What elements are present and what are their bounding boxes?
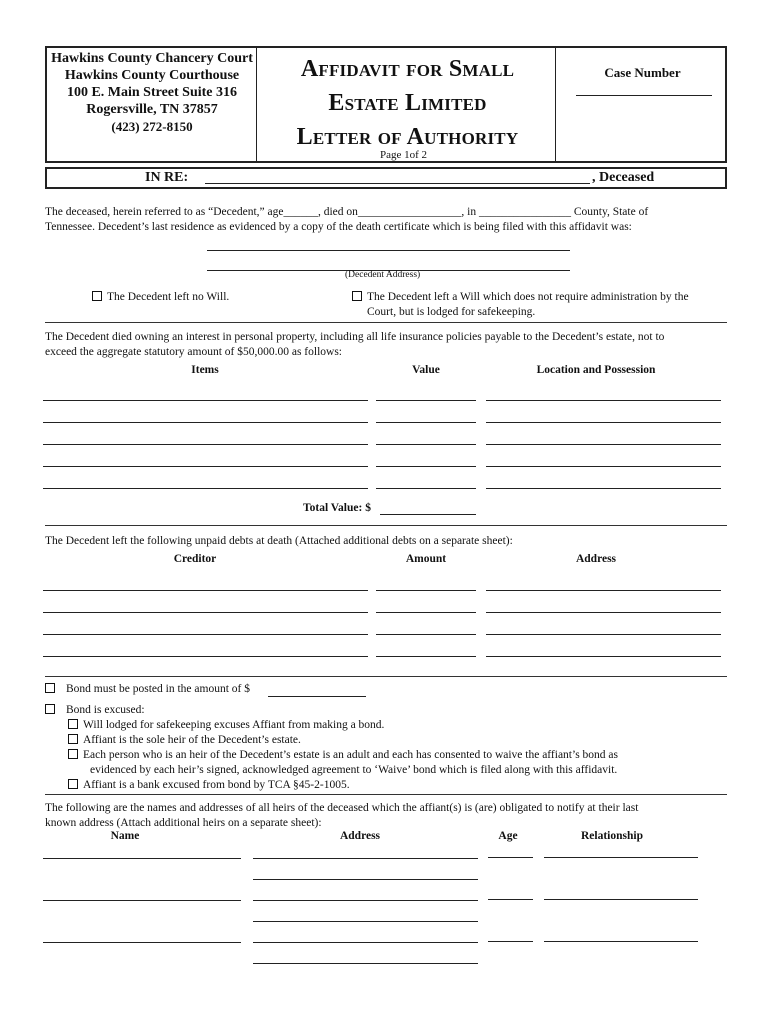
amount-field[interactable] — [376, 656, 476, 657]
creditor-field[interactable] — [43, 590, 368, 591]
amount-field[interactable] — [376, 634, 476, 635]
creditor-field[interactable] — [43, 612, 368, 613]
value-field[interactable] — [376, 488, 476, 489]
court-info — [47, 50, 257, 135]
col-heir-address: Address — [339, 830, 381, 842]
form-title — [260, 52, 555, 154]
checkbox-icon[interactable] — [68, 779, 78, 789]
deceased-label: , Deceased — [592, 170, 655, 185]
total-value-label: Total Value: $ — [303, 502, 371, 514]
bond-reason-4: Affiant is a bank excused from bond by TCA §45-2-1005. — [83, 779, 350, 791]
bond-reason-sole-heir — [68, 733, 738, 748]
debt-address-field[interactable] — [486, 634, 721, 635]
heir-address-field-2[interactable] — [253, 921, 478, 922]
debt-address-field[interactable] — [486, 590, 721, 591]
location-field[interactable] — [486, 400, 721, 401]
value-field[interactable] — [376, 422, 476, 423]
location-field[interactable] — [486, 488, 721, 489]
bond-reason-bank — [68, 778, 738, 793]
bond-posted-label: Bond must be posted in the amount of $ — [66, 683, 250, 695]
will-lodged-label-2: Court, but is lodged for safekeeping. — [367, 306, 536, 318]
bond-excused-label: Bond is excused: — [66, 704, 145, 716]
bond-reason-3-cont: evidenced by each heir’s signed, acknowledged agreement to ‘Waive’ bond which is filed along with this affidavit. — [90, 764, 618, 776]
value-field[interactable] — [376, 400, 476, 401]
col-items: Items — [191, 364, 219, 376]
col-relationship: Relationship — [581, 830, 643, 842]
checkbox-icon[interactable] — [45, 704, 55, 714]
heir-name-field[interactable] — [43, 858, 241, 859]
heir-address-field-2[interactable] — [253, 879, 478, 880]
court-street: 100 E. Main Street Suite 316 — [66, 85, 238, 100]
heir-age-field[interactable] — [488, 941, 533, 942]
title-line-1: Affidavit for Small — [300, 56, 515, 82]
heir-address-field[interactable] — [253, 900, 478, 901]
item-field[interactable] — [43, 422, 368, 423]
item-field[interactable] — [43, 466, 368, 467]
value-field[interactable] — [376, 444, 476, 445]
bond-reason-2: Affiant is the sole heir of the Decedent’s estate. — [83, 734, 301, 746]
col-value: Value — [412, 364, 440, 376]
creditor-field[interactable] — [43, 656, 368, 657]
checkbox-icon[interactable] — [352, 291, 362, 301]
court-city: Rogersville, TN 37857 — [86, 102, 218, 117]
heir-name-field[interactable] — [43, 900, 241, 901]
col-amount: Amount — [405, 553, 447, 565]
bond-reasons — [68, 718, 738, 793]
bond-posted-option[interactable] — [45, 682, 250, 697]
value-field[interactable] — [376, 466, 476, 467]
page-number: Page 1of 2 — [380, 149, 428, 161]
debt-address-field[interactable] — [486, 612, 721, 613]
section-divider — [45, 676, 727, 677]
property-line-1: The Decedent died owning an interest in personal property, including all life insurance policies payable to the Decedent’s estate, not to — [45, 331, 665, 343]
courthouse-name: Hawkins County Courthouse — [64, 68, 240, 83]
will-lodged-label-1: The Decedent left a Will which does not require administration by the — [367, 291, 689, 303]
col-address: Address — [575, 553, 617, 565]
case-number-field[interactable] — [576, 95, 712, 96]
heir-relationship-field[interactable] — [544, 857, 698, 858]
heir-relationship-field[interactable] — [544, 899, 698, 900]
heir-relationship-field[interactable] — [544, 941, 698, 942]
location-field[interactable] — [486, 422, 721, 423]
checkbox-icon[interactable] — [92, 291, 102, 301]
no-will-label: The Decedent left no Will. — [107, 291, 230, 303]
col-creditor: Creditor — [173, 553, 217, 565]
bond-reason-3: Each person who is an heir of the Decedent’s estate is an adult and each has consented to waive the affiant’s bond as — [83, 749, 618, 761]
section-divider — [45, 525, 727, 526]
heirs-line-1: The following are the names and addresses of all heirs of the deceased which the affiant(s) is (are) obligated to notify at their last — [45, 802, 639, 814]
intro-line-2: Tennessee. Decedent’s last residence as evidenced by a copy of the death certificate which is being filed with this affidavit was: — [45, 221, 632, 233]
debts-intro: The Decedent left the following unpaid debts at death (Attached additional debts on a separate sheet): — [45, 535, 513, 547]
bond-amount-field[interactable] — [268, 696, 366, 697]
case-number-label: Case Number — [604, 65, 681, 80]
title-line-3: Letter of Authority — [296, 124, 519, 150]
decedent-address-line-1[interactable] — [207, 250, 570, 251]
decedent-address-caption: (Decedent Address) — [345, 270, 421, 280]
section-divider — [45, 322, 727, 323]
inre-label: IN RE: — [145, 170, 189, 185]
decedent-name-field[interactable] — [205, 183, 590, 184]
court-phone: (423) 272-8150 — [111, 119, 193, 134]
heir-age-field[interactable] — [488, 899, 533, 900]
bond-reason-consent — [68, 748, 738, 763]
heirs-line-2: known address (Attach additional heirs on a separate sheet): — [45, 817, 322, 829]
checkbox-icon[interactable] — [68, 719, 78, 729]
location-field[interactable] — [486, 444, 721, 445]
property-line-2: exceed the aggregate statutory amount of $50,000.00 as follows: — [45, 346, 343, 358]
bond-reason-will — [68, 718, 738, 733]
col-age: Age — [498, 830, 518, 842]
item-field[interactable] — [43, 444, 368, 445]
heir-address-field[interactable] — [253, 942, 478, 943]
checkbox-icon[interactable] — [68, 734, 78, 744]
amount-field[interactable] — [376, 612, 476, 613]
heir-name-field[interactable] — [43, 942, 241, 943]
col-location: Location and Possession — [536, 364, 656, 376]
intro-line-1: The deceased, herein referred to as “Decedent,” age______, died on__________________, in ________________ County, State of — [45, 206, 649, 218]
item-field[interactable] — [43, 400, 368, 401]
checkbox-icon[interactable] — [45, 683, 55, 693]
total-value-field[interactable] — [380, 514, 476, 515]
amount-field[interactable] — [376, 590, 476, 591]
court-name: Hawkins County Chancery Court — [51, 51, 253, 66]
heir-address-field-2[interactable] — [253, 963, 478, 964]
section-divider — [45, 794, 727, 795]
intro-text — [45, 205, 735, 235]
heir-address-field[interactable] — [253, 858, 478, 859]
heir-age-field[interactable] — [488, 857, 533, 858]
bond-reason-1: Will lodged for safekeeping excuses Affiant from making a bond. — [83, 719, 385, 731]
property-text — [45, 330, 735, 360]
title-line-2: Estate Limited — [328, 90, 487, 116]
no-will-option[interactable] — [92, 290, 229, 305]
debt-address-field[interactable] — [486, 656, 721, 657]
heirs-intro — [45, 801, 735, 831]
location-field[interactable] — [486, 466, 721, 467]
bond-excused-option[interactable] — [45, 703, 145, 718]
col-name: Name — [110, 830, 140, 842]
creditor-field[interactable] — [43, 634, 368, 635]
will-lodged-option[interactable] — [352, 290, 732, 320]
header-divider-right — [555, 47, 556, 162]
checkbox-icon[interactable] — [68, 749, 78, 759]
item-field[interactable] — [43, 488, 368, 489]
